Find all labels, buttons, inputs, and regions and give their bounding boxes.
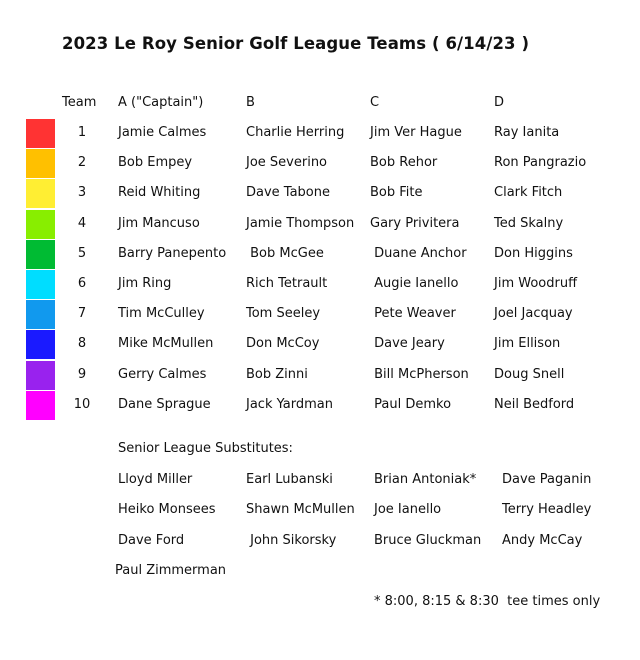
team-color-swatch (26, 179, 55, 208)
team-color-swatch (26, 270, 55, 299)
player-b: Rich Tetrault (246, 276, 328, 291)
team-number: 3 (77, 185, 87, 201)
player-d: Clark Fitch (494, 185, 563, 201)
substitute-name: Brian Antoniak* (374, 472, 477, 487)
player-a: Jim Mancuso (118, 215, 200, 231)
player-d: Ted Skalny (494, 215, 564, 231)
player-b: Joe Severino (246, 155, 328, 171)
player-d: Ray Ianita (494, 125, 560, 140)
substitute-name: Dave Paganin (502, 472, 592, 487)
player-b: Don McCoy (246, 336, 320, 352)
team-color-swatch (26, 330, 55, 359)
player-c: Gary Privitera (370, 215, 460, 231)
player-c: Bob Rehor (370, 155, 438, 171)
player-a: Jamie Calmes (118, 125, 207, 140)
player-c: Pete Weaver (370, 306, 456, 322)
substitute-name: John Sikorsky (246, 532, 337, 548)
header-c: C (370, 95, 380, 110)
player-d: Neil Bedford (494, 396, 575, 412)
team-number: 10 (73, 396, 91, 412)
player-b: Dave Tabone (246, 185, 330, 201)
player-a: Barry Panepento (118, 245, 227, 261)
player-a: Gerry Calmes (118, 366, 207, 382)
team-color-swatch (26, 361, 55, 390)
header-team: Team (62, 95, 97, 110)
player-c: Dave Jeary (370, 336, 445, 352)
player-c: Bob Fite (370, 185, 423, 201)
player-a: Dane Sprague (118, 396, 211, 412)
header-d: D (494, 95, 505, 110)
team-number: 7 (77, 306, 87, 322)
subs-heading: Senior League Substitutes: (118, 441, 293, 456)
player-d: Jim Ellison (494, 336, 561, 352)
substitute-name: Earl Lubanski (246, 472, 333, 487)
team-number: 5 (77, 245, 87, 261)
player-d: Jim Woodruff (494, 276, 578, 291)
player-b: Charlie Herring (246, 125, 345, 140)
player-a: Mike McMullen (118, 336, 214, 352)
footnote: * 8:00, 8:15 & 8:30 tee times only (374, 594, 601, 609)
player-b: Jamie Thompson (246, 215, 355, 231)
header-a: A ("Captain") (118, 95, 204, 110)
team-color-swatch (26, 210, 55, 239)
team-color-swatch (26, 391, 55, 420)
last-substitute: Paul Zimmerman (115, 563, 227, 578)
substitute-name: Bruce Gluckman (374, 532, 482, 548)
player-d: Don Higgins (494, 245, 573, 261)
player-a: Bob Empey (118, 155, 193, 171)
substitute-name: Heiko Monsees (118, 502, 216, 518)
player-c: Bill McPherson (370, 366, 469, 382)
substitute-name: Lloyd Miller (118, 472, 193, 487)
team-color-swatch (26, 300, 55, 329)
player-c: Augie Ianello (370, 276, 459, 291)
team-color-swatch (26, 240, 55, 269)
player-b: Jack Yardman (246, 396, 333, 412)
header-b: B (246, 95, 255, 110)
player-c: Duane Anchor (370, 245, 467, 261)
player-b: Bob McGee (246, 245, 324, 261)
player-c: Jim Ver Hague (370, 125, 462, 140)
team-number: 6 (77, 276, 87, 291)
player-a: Tim McCulley (118, 306, 205, 322)
player-d: Doug Snell (494, 366, 565, 382)
team-number: 1 (77, 125, 87, 140)
player-a: Jim Ring (118, 276, 172, 291)
team-number: 2 (77, 155, 87, 171)
substitute-name: Joe Ianello (374, 502, 442, 518)
page-title: 2023 Le Roy Senior Golf League Teams ( 6/14/23 ) (62, 34, 530, 53)
substitute-name: Terry Headley (502, 502, 592, 518)
player-c: Paul Demko (370, 396, 452, 412)
player-b: Bob Zinni (246, 366, 308, 382)
substitute-name: Dave Ford (118, 532, 185, 548)
team-number: 9 (77, 366, 87, 382)
player-a: Reid Whiting (118, 185, 201, 201)
team-number: 8 (77, 336, 87, 352)
team-color-swatch (26, 149, 55, 178)
player-b: Tom Seeley (246, 306, 321, 322)
substitute-name: Shawn McMullen (246, 502, 355, 518)
team-color-swatch (26, 119, 55, 148)
substitute-name: Andy McCay (502, 532, 583, 548)
team-number: 4 (77, 215, 87, 231)
player-d: Joel Jacquay (494, 306, 573, 322)
player-d: Ron Pangrazio (494, 155, 587, 171)
